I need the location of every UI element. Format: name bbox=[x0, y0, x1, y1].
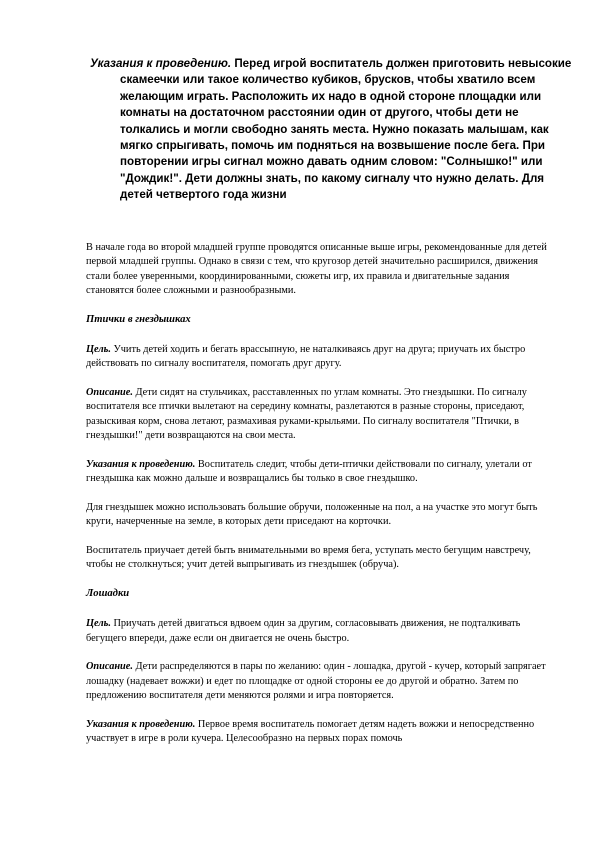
game2-goal bbox=[86, 617, 556, 646]
description-term: Описание. bbox=[86, 661, 133, 673]
game-title-horses: Лошадки bbox=[86, 588, 130, 600]
goal-text: Учить детей ходить и бегать врассыпную, не наталкиваясь друг на друга; приучать их быстро действовать по сигналу воспитателя, помогать друг другу. bbox=[86, 343, 526, 370]
game1-instructions bbox=[86, 458, 556, 487]
goal-term: Цель. bbox=[86, 618, 111, 630]
instructions-text: Воспитатель следит, чтобы дети-птички действовали по сигналу, улетали от гнездышка как можно дальше и возвращались бы только в свое гнездышко. bbox=[86, 458, 532, 485]
goal-term: Цель. bbox=[86, 343, 111, 355]
intro-paragraph: В начале года во второй младшей группе проводятся описанные выше игры, рекомендованные для детей первой младшей группы. Однако в связи с тем, что кругозор детей значительно расширился, движения стали более уверенными, координированными, сюжеты игр, их правила и двигательные задания становятся более сложными и разнообразными. bbox=[86, 242, 547, 296]
game2-instructions bbox=[86, 718, 556, 747]
main-text bbox=[86, 241, 556, 761]
instructions-text: Первое время воспитатель помогает детям надеть вожжи и непосредственно участвует в игре в роли кучера. Целесообразно на первых порах помочь bbox=[86, 718, 535, 745]
description-text: Дети распределяются в пары по желанию: один - лошадка, другой - кучер, который запрягает лошадку (надевает вожжи) и едет по площадке от одной стороны ее до другой и обратно. Затем по предложению воспитателя дети меняются ролями и игра повторяется. bbox=[86, 661, 546, 702]
game1-goal bbox=[86, 343, 556, 372]
description-term: Описание. bbox=[86, 387, 133, 399]
instructions-text: Перед игрой воспитатель должен приготовить невысокие скамеечки или такое количество кубиков, брусков, чтобы хватило всем желающим играть. Расположить их надо в одной стороне площадки или комнаты на достаточном расстоянии один от другого, чтобы дети не толкались и могли свободно занять места. Нужно показать малышам, как мягко спрыгивать, помочь им подняться на возвышение после бега. При повторении игры сигнал можно давать одним словом: "Солнышко!" или "Дождик!". Дети должны знать, по какому сигналу что нужно делать. Для детей четвертого года жизни bbox=[120, 57, 572, 202]
game1-note-attention: Воспитатель приучает детей быть внимательными во время бега, уступать место бегущим навстречу, чтобы не столкнуться; учит детей выпрыгивать из гнездышек (обруча). bbox=[86, 544, 531, 571]
instructions-term: Указания к проведению. bbox=[86, 458, 196, 470]
goal-text: Приучать детей двигаться вдвоем один за другим, согласовывать движения, не подталкивать бегущего впереди, даже если он двигается не очень быстро. bbox=[86, 618, 521, 644]
instructions-lead: Указания к проведению. bbox=[90, 57, 232, 70]
game1-note-hoops: Для гнездышек можно использовать большие обручи, положенные на пол, а на участке это могут быть круги, начерченные на земле, в которых дети приседают на корточки. bbox=[86, 501, 538, 528]
game-title-birds: Птички в гнездышках bbox=[86, 313, 191, 325]
game2-description bbox=[86, 660, 556, 703]
game1-description bbox=[86, 386, 556, 443]
description-text: Дети сидят на стульчиках, расставленных по углам комнаты. Это гнездышки. По сигналу воспитателя все птички вылетают на середину комнаты, разлетаются в разные стороны, приседают, разыскивая корм, снова летают, размахивая руками-крыльями. По сигналу воспитателя "Птички, в гнездышки!" дети возвращаются на свои места. bbox=[86, 387, 527, 441]
instructions-term: Указания к проведению. bbox=[86, 718, 196, 730]
instructions-paragraph-top bbox=[90, 56, 580, 204]
